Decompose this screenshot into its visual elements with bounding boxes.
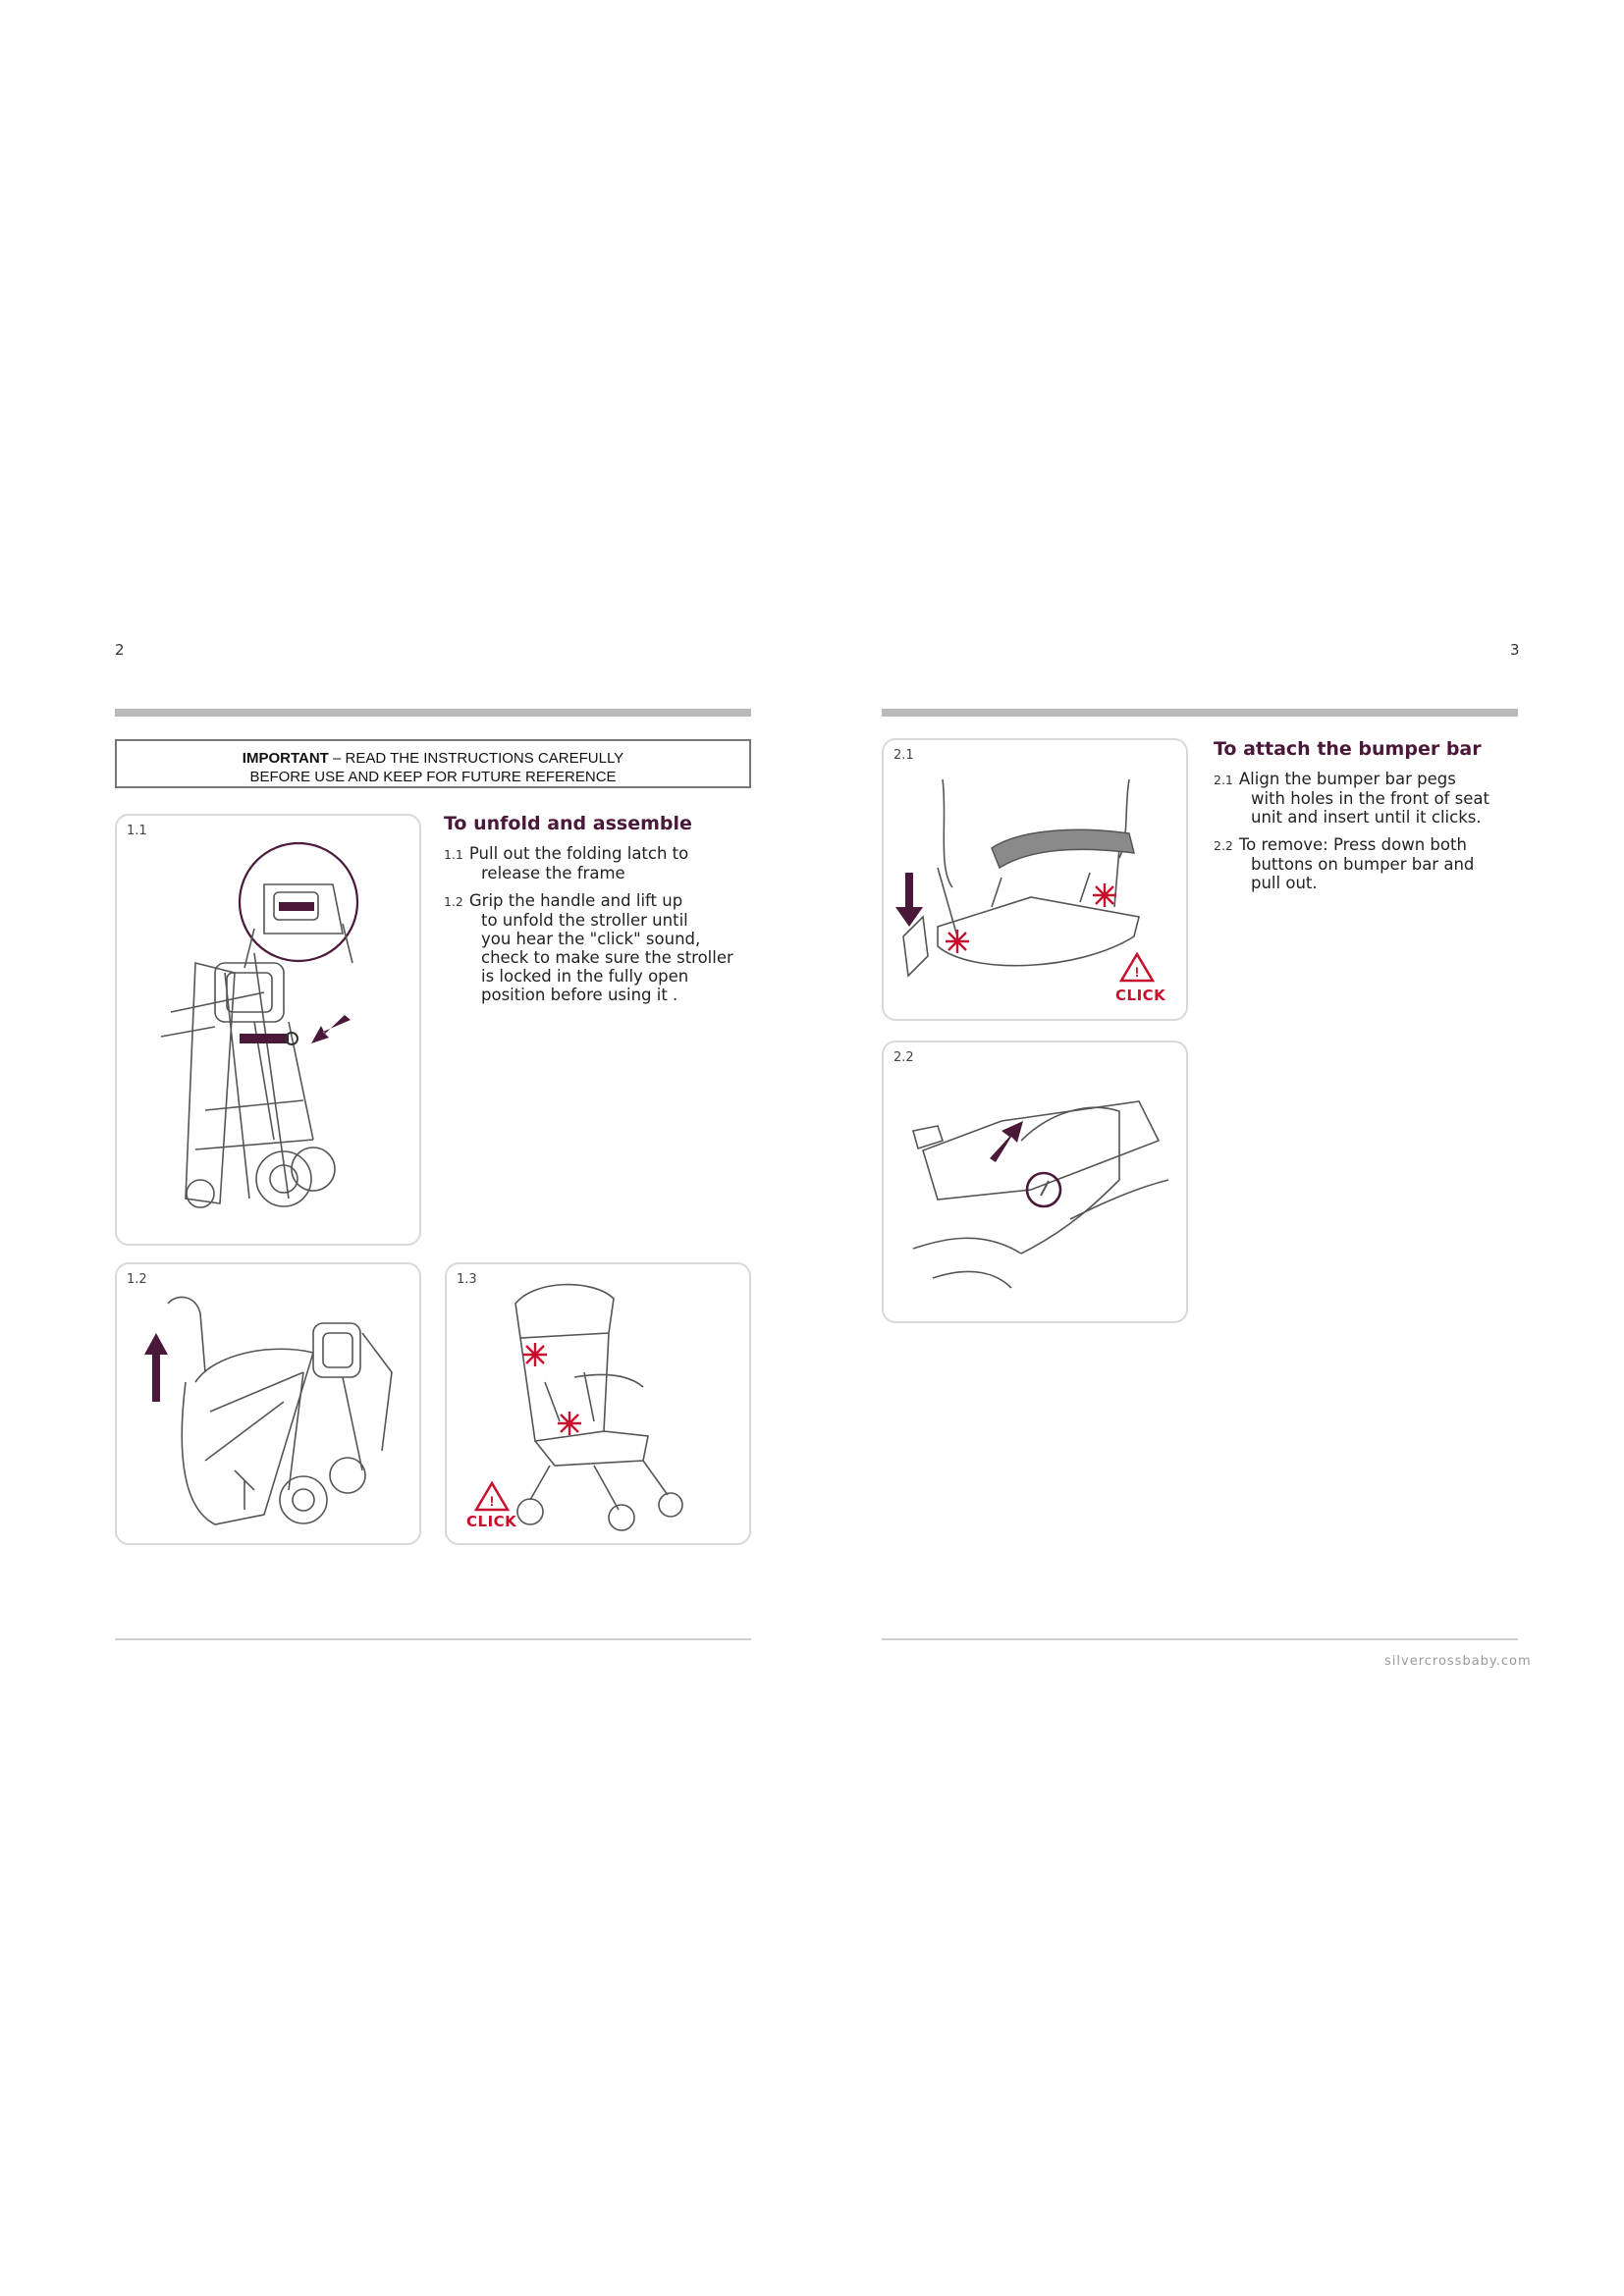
figure-label: 2.2 <box>893 1050 914 1065</box>
important-label: IMPORTANT <box>242 750 329 767</box>
footer-website: silvercrossbaby.com <box>1384 1654 1532 1669</box>
step-number: 2.2 <box>1214 838 1233 853</box>
folded-stroller-latch-illustration-icon <box>117 816 421 1246</box>
bumper-bar-attach-illustration-icon <box>884 740 1188 1021</box>
figure-panel-2-1 <box>882 738 1188 1021</box>
svg-text:!: ! <box>1134 964 1140 980</box>
figure-panel-2-2 <box>882 1041 1188 1323</box>
step-text-cont: to unfold the stroller until <box>481 911 688 930</box>
step-text-cont: is locked in the fully open <box>481 967 689 986</box>
open-stroller-illustration-icon <box>447 1264 751 1545</box>
click-callout: CLICK <box>1115 987 1166 1004</box>
step-text-cont: buttons on bumper bar and <box>1251 855 1475 874</box>
step-1-1 <box>444 844 758 882</box>
step-text-cont: unit and insert until it clicks. <box>1251 808 1482 827</box>
step-2-1 <box>1214 770 1528 827</box>
bumper-bar-remove-illustration-icon <box>884 1042 1188 1323</box>
step-text-cont: position before using it . <box>481 986 678 1004</box>
step-text-cont: pull out. <box>1251 874 1318 892</box>
unfolding-stroller-illustration-icon <box>117 1264 421 1545</box>
figure-label: 1.2 <box>127 1272 147 1287</box>
figure-panel-1-1 <box>115 814 421 1246</box>
figure-label: 1.1 <box>127 824 147 838</box>
important-line1: – READ THE INSTRUCTIONS CAREFULLY <box>328 750 624 767</box>
step-text: Grip the handle and lift up <box>468 891 683 910</box>
figure-label: 1.3 <box>457 1272 477 1287</box>
step-number: 1.1 <box>444 847 463 862</box>
important-notice <box>115 739 751 788</box>
bumper-section <box>1214 738 1528 892</box>
page-number-left: 2 <box>115 641 125 659</box>
page-number-right: 3 <box>1510 641 1520 659</box>
figure-panel-1-2 <box>115 1262 421 1545</box>
step-2-2 <box>1214 835 1528 892</box>
step-text-cont: you hear the "click" sound, <box>481 930 701 948</box>
svg-text:!: ! <box>489 1493 495 1509</box>
step-text-cont: release the frame <box>481 864 625 882</box>
footer-rule-left <box>115 1638 751 1640</box>
step-text: Align the bumper bar pegs <box>1238 770 1456 788</box>
step-text: Pull out the folding latch to <box>468 844 689 863</box>
section-heading: To unfold and assemble <box>444 813 692 834</box>
header-bar-right <box>882 709 1518 717</box>
step-number: 2.1 <box>1214 773 1233 787</box>
figure-panel-1-3 <box>445 1262 751 1545</box>
footer-rule-right <box>882 1638 1518 1640</box>
unfold-section <box>444 813 758 1004</box>
figure-label: 2.1 <box>893 748 914 763</box>
step-number: 1.2 <box>444 894 463 909</box>
step-1-2 <box>444 891 758 1004</box>
click-callout: CLICK <box>466 1513 517 1530</box>
step-text-cont: check to make sure the stroller <box>481 948 733 967</box>
step-text-cont: with holes in the front of seat <box>1251 789 1489 808</box>
step-text: To remove: Press down both <box>1238 835 1467 854</box>
section-heading: To attach the bumper bar <box>1214 738 1482 760</box>
header-bar-left <box>115 709 751 717</box>
important-line2: BEFORE USE AND KEEP FOR FUTURE REFERENCE <box>249 769 617 785</box>
